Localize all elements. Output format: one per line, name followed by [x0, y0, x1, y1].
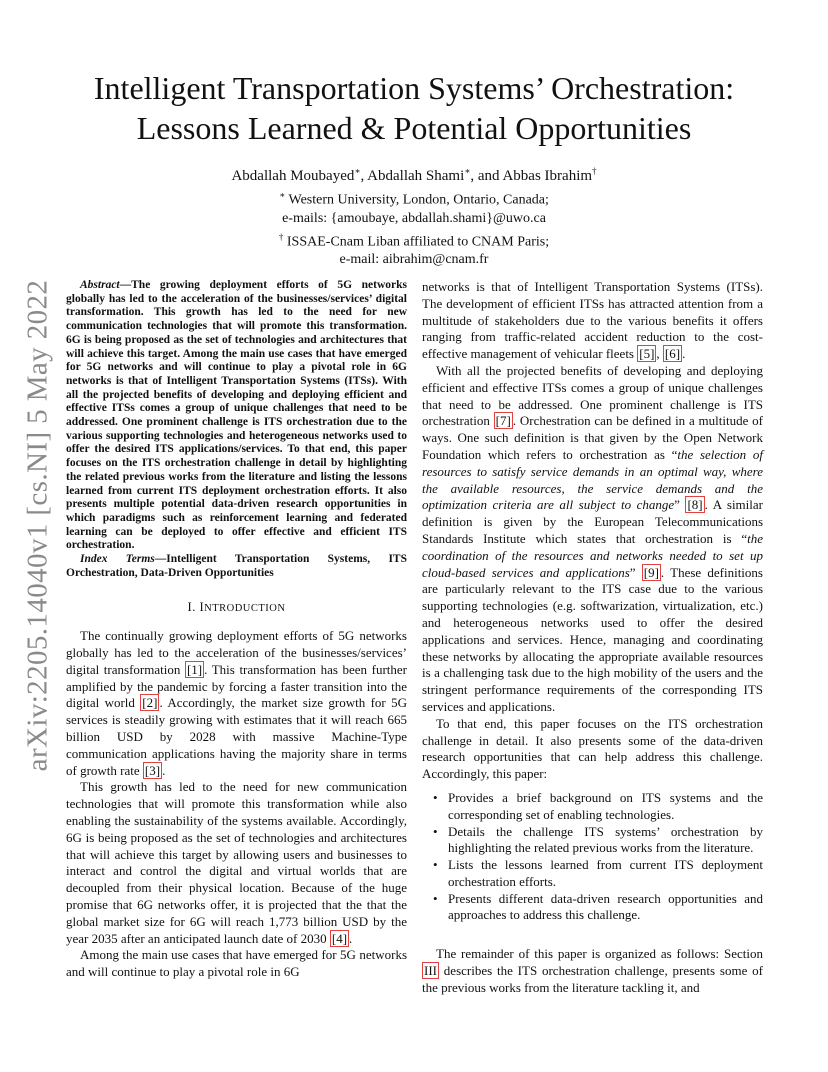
citation-link[interactable]: [3] [144, 762, 161, 778]
author-block [60, 162, 768, 269]
list-item [433, 789, 763, 824]
intro-paragraph-3: Among the main use cases that have emerged for 5G networks and will continue to play a pivotal role in 6G [66, 947, 407, 980]
left-column [66, 279, 407, 981]
contributions-list [422, 790, 763, 924]
affiliation-2 [60, 228, 768, 252]
email-2: e-mail: aibrahim@cnam.fr [339, 252, 489, 268]
citation-link[interactable]: [5] [639, 346, 655, 362]
section-reference-link[interactable]: III [424, 963, 437, 979]
affiliation-1-mark: ∗ [279, 190, 286, 200]
bullet-icon: • [433, 789, 438, 805]
text-run: . Orchestration can be defined in a multitude of ways. One such definition is that given by the Open Network Foundation which refers to orchestration as “ [422, 413, 763, 462]
citation-link[interactable]: [6] [664, 346, 681, 362]
arxiv-identifier-text: arXiv:2205.14040v1 [cs.NI] 5 May 2022 [21, 279, 54, 771]
intro-paragraph-1 [66, 628, 407, 779]
intro-paragraph-2 [66, 779, 407, 947]
list-item-text: Provides a brief background on ITS systems and the corresponding set of enabling technologies. [448, 789, 763, 822]
text-run: . These definitions are particularly relevant to the ITS case due to the various supporting technologies (e.g. softwarization, virtualization, etc.) and heterogeneous networks used to offer the desired applications and services. Hence, managing and coordinating these networks by allocating the appropriate available resources is a challenging task due to the high mobility of the users and the stringent performance requirements of the corresponding ITS services and applications. [422, 564, 763, 714]
list-item-text: Details the challenge ITS systems’ orchestration by highlighting the related previous works from the literature. [448, 823, 763, 856]
list-item [433, 823, 763, 858]
citation-link[interactable]: [9] [643, 564, 659, 580]
index-terms [66, 553, 407, 580]
bullet-icon: • [433, 857, 438, 873]
text-run: . [682, 346, 686, 362]
list-item-text: Lists the lessons learned from current ITS deployment orchestration efforts. [448, 857, 763, 889]
text-run: describes the ITS orchestration challenge, presents some of the previous works from the literature tackling it, and [422, 963, 763, 995]
intro-paragraph-6 [422, 946, 763, 996]
author-3-mark: † [592, 166, 597, 176]
paper-title [60, 68, 768, 148]
text-run: ” [674, 497, 686, 513]
affiliation-1-text: Western University, London, Ontario, Canada; [288, 192, 549, 208]
text-run: This growth has led to the need for new communication technologies that will promote this transformation while also enabling the sustainability of the systems available. Accordingly, 6G is being proposed as the set of technologies and architectures that will achieve this target by allowing users and businesses to interact and control the digital and virtual worlds that are decoupled from their physical location. Because of the huge promise that 6G networks offer, it is projected that the that the global market size for 6G will reach 1,773 billion USD by the year 2035 after an anticipated launch date of 2030 [66, 779, 407, 946]
list-item [433, 890, 763, 925]
author-1-mark: ∗ [354, 166, 361, 176]
affiliation-2-text: ISSAE-Cnam Liban affiliated to CNAM Paris; [286, 234, 550, 250]
quoted-definition: the selection of resources to satisfy service demands in an optimal way, where the available resources, the service demands and the optimization criteria are all subject to change [422, 446, 763, 513]
section-title-rest: NTRODUCTION [204, 603, 286, 615]
citation-link[interactable]: [7] [495, 413, 511, 429]
index-terms-text: —Intelligent Transportation Systems, ITS Orchestration, Data-Driven Opportunities [66, 553, 407, 579]
title-line-2: Lessons Learned & Potential Opportunities [136, 110, 692, 146]
right-column [422, 279, 763, 997]
author-separator-1: , [360, 168, 368, 184]
text-run: . This transformation has been further amplified by the pandemic by forcing a faster transition into the digital world [66, 661, 407, 711]
text-run: ” [629, 564, 642, 580]
section-heading-introduction [66, 599, 407, 618]
author-names [60, 162, 768, 185]
quoted-definition: the coordination of the resources and networks needed to set up cloud-based services and applications [422, 530, 763, 580]
text-run: With all the projected benefits of developing and deploying efficient and effective ITSs comes a group of unique challenges that need to be addressed. One prominent challenge is ITS orchestration [422, 362, 763, 429]
citation-link[interactable]: [1] [186, 661, 203, 677]
author-3: Abbas Ibrahim [502, 168, 593, 184]
author-separator-2: , and [470, 168, 503, 184]
title-line-1: Intelligent Transportation Systems’ Orchestration: [93, 70, 735, 106]
text-run: , [656, 346, 663, 362]
abstract-label: Abstract [80, 279, 120, 291]
citation-link[interactable]: [2] [142, 695, 158, 711]
bullet-icon: • [433, 890, 438, 906]
bullet-icon: • [433, 823, 438, 839]
intro-paragraph-3-continued [422, 279, 763, 363]
text-run: networks is that of Intelligent Transportation Systems (ITSs). The development of efficient ITSs has attracted attention from a multitude of stakeholders due to the various benefits it offers ranging from traffic-related accident reduction to the cost-effective management of vehicular fleets [422, 279, 763, 362]
author-2: Abdallah Shami [367, 168, 465, 184]
list-item-text: Presents different data-driven research opportunities and approaches to address this challenge. [448, 890, 763, 923]
citation-link[interactable]: [8] [687, 497, 703, 513]
section-number: I. [187, 600, 200, 615]
text-run: . [349, 930, 353, 946]
text-run: The remainder of this paper is organized as follows: Section [436, 946, 763, 962]
intro-paragraph-4 [422, 363, 763, 716]
arxiv-identifier [18, 279, 58, 771]
abstract-text: —The growing deployment efforts of 5G networks globally has led to the acceleration of the businesses/services’ digital transformation. This growth has led to the need for new communication technologies that will promote this transformation. 6G is being proposed as the set of technologies and architectures that will achieve this target. Among the main use cases that have emerged for 5G networks and will continue to play a pivotal role in 6G networks is that of Intelligent Transportation Systems (ITSs). With all the projected benefits of developing and deploying efficient and effective ITSs comes a group of unique challenges that need to be addressed. One prominent challenge is ITS orchestration due to the various supporting technologies and heterogeneous networks used to offer the desired ITS applications/services. To that end, this paper focuses on the ITS orchestration challenge in detail by highlighting the related previous works from the literature and listing the lessons learned from current ITS deployment orchestration efforts. It also presents multiple potential data-driven research opportunities in which paradigms such as reinforcement learning and federated learning can be deployed to offer effective and efficient ITS orchestration. [66, 279, 407, 552]
author-2-mark: ∗ [464, 166, 471, 176]
text-run: The continually growing deployment efforts of 5G networks globally has led to the acceleration of the businesses/services’ digital transformation [66, 628, 407, 677]
text-run: . [162, 762, 166, 778]
section-title-initial: I [199, 600, 205, 615]
text-run: . A similar definition is given by the European Telecommunications Standards Institute which states that orchestration is “ [422, 497, 763, 546]
intro-paragraph-5: To that end, this paper focuses on the ITS orchestration challenge in detail. It also presents some of the data-driven research opportunities that can help address this challenge. Accordingly, this paper: [422, 715, 763, 782]
affiliation-1 [60, 186, 768, 210]
email-1: e-mails: {amoubaye, abdallah.shami}@uwo.ca [282, 210, 546, 226]
citation-link[interactable]: [4] [331, 930, 348, 946]
abstract [66, 279, 407, 553]
affiliation-2-mark: † [278, 231, 284, 242]
text-run: . Accordingly, the market size growth for 5G services is steadily growing with estimates that it will reach 665 billion USD by 2028 with massive Machine-Type communication applications having the majority share in terms of growth rate [66, 695, 407, 778]
list-item [433, 857, 763, 891]
index-terms-label: Index Terms [80, 553, 155, 566]
author-1: Abdallah Moubayed [231, 168, 355, 184]
